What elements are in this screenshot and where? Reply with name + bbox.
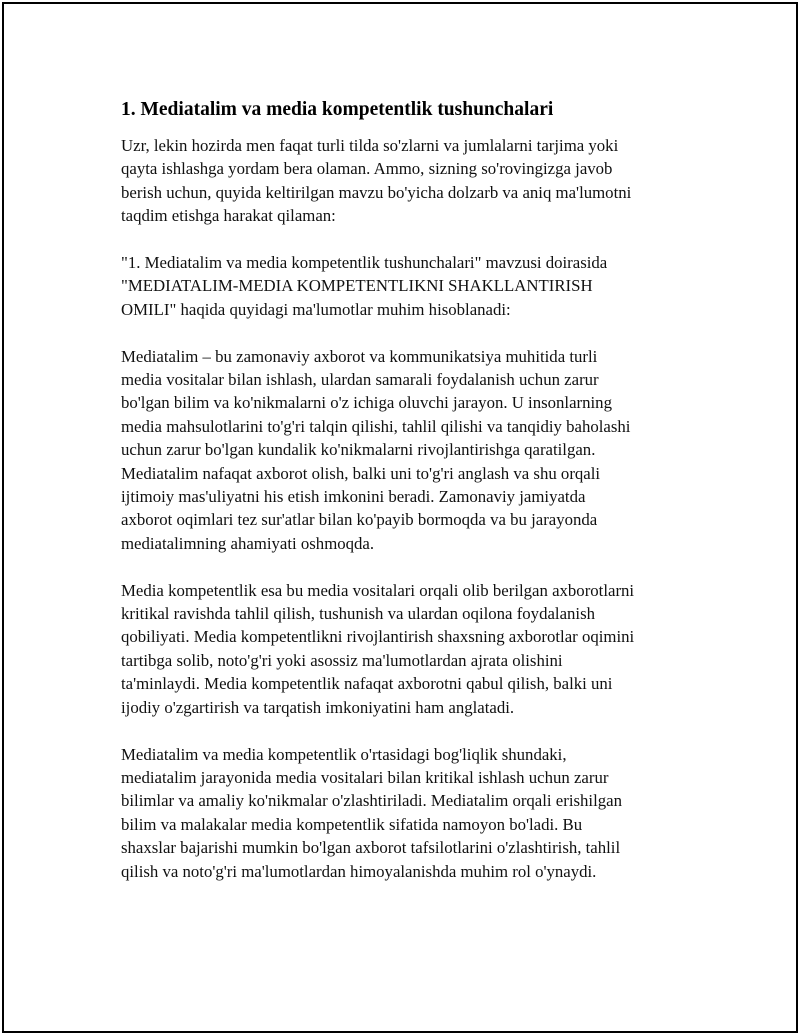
paragraph-topic: "1. Mediatalim va media kompetentlik tushunchalari" mavzusi doirasida "MEDIATALIM-MEDIA KOMPETENTLIKNI SHAKLLANTIRISH OMILI" haqida quyidagi ma'lumotlar muhim hisoblanadi: [121,253,608,319]
paragraph-intro: Uzr, lekin hozirda men faqat turli tilda so'zlarni va jumlalarni tarjima yoki qayta ishlashga yordam bera olaman. Ammo, sizning so'rovingizga javob berish uchun, quyida keltirilgan mavzu bo'yicha dolzarb va aniq ma'lumotni taqdim etishga harakat qilaman: [121,136,632,226]
paragraph-mediatalim: Mediatalim – bu zamonaviy axborot va kommunikatsiya muhitida turli media vositalar bilan ishlash, ulardan samarali foydalanish uchun zarur bo'lgan bilim va ko'nikmalarni o'z ichiga oluvchi jarayon. U insonlarning media mahsulotlarini to'g'ri talqin qilishi, tahlil qilishi va tanqidiy baholashi uchun zarur bo'lgan kundalik ko'nikmalarni rivojlantirishga qaratilgan. Mediatalim nafaqat axborot olish, balki uni to'g'ri anglash va shu orqali ijtimoiy mas'uliyatni his etish imkonini beradi. Zamonaviy jamiyatda axborot oqimlari tez sur'atlar bilan ko'payib bormoqda va bu jarayonda mediatalimning ahamiyati oshmoqda. [121,346,631,553]
page-border [2,2,798,1033]
document-title: 1. Mediatalim va media kompetentlik tushunchalari [121,99,554,120]
document-body [121,97,701,883]
paragraph-media-kompetentlik: Media kompetentlik esa bu media vositalari orqali olib berilgan axborotlarni kritikal ravishda tahlil qilish, tushunish va ulardan oqilona foydalanish qobiliyati. Media kompetentlikni rivojlantirish shaxsning axborotlar oqimini tartibga solib, noto'g'ri yoki asossiz ma'lumotlardan ajrata olishini ta'minlaydi. Media kompetentlik nafaqat axborotni qabul qilish, balki uni ijodiy o'zgartirish va tarqatish imkoniyatini ham anglatadi. [121,580,635,717]
paragraph-boglikl: Mediatalim va media kompetentlik o'rtasidagi bog'liqlik shundaki, mediatalim jarayonida media vositalari bilan kritikal ishlash uchun zarur bilimlar va amaliy ko'nikmalar o'zlashtiriladi. Mediatalim orqali erishilgan bilim va malakalar media kompetentlik sifatida namoyon bo'ladi. Bu shaxslar bajarishi mumkin bo'lgan axborot tafsilotlarini o'zlashtirish, tahlil qilish va noto'g'ri ma'lumotlardan himoyalanishda muhim rol o'ynaydi. [121,744,622,881]
